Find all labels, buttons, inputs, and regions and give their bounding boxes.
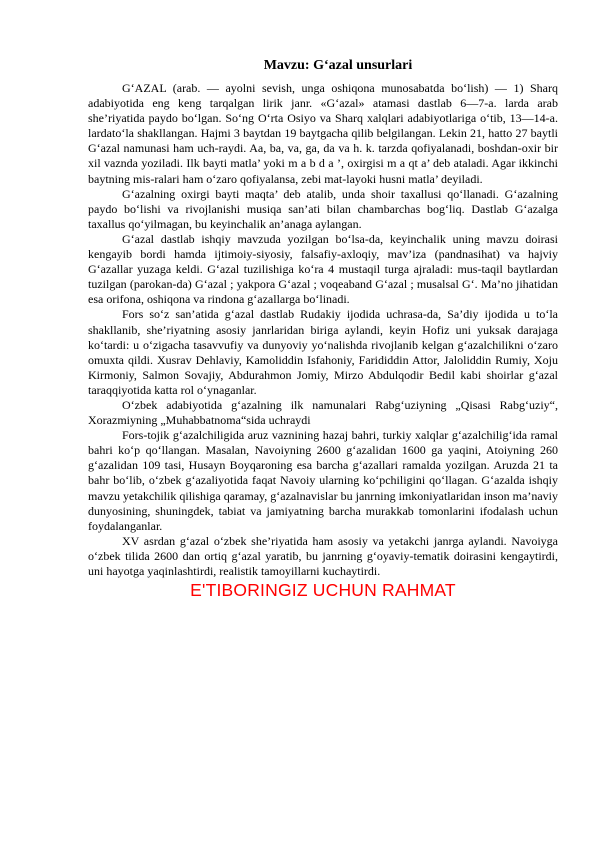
- page-title: Mavzu: G‘azal unsurlari: [263, 58, 413, 73]
- paragraph-themes: G‘azal dastlab ishqiy mavzuda yozilgan bo‘lsa-da, keyinchalik uning mavzu doirasi kengayib bordi hamda ijtimoiy-siyosiy, falsafiy-axloqiy, mav’iza (pandnasihat) va hajviy G‘azallar yuzaga keldi. G‘azal tuzilishiga ko‘ra 4 mustaqil turga ajraladi: mus-taqil baytlardan tuzilgan (parokan-da) G‘azal ; yakpora G‘azal ; voqeaband G‘azal ; musalsal G‘. Ma’no jihatidan esa orifona, oshiqona va rindona g‘azallarga bo‘linadi.: [88, 231, 558, 307]
- paragraph-definition: G‘AZAL (arab. — ayolni sevish, unga oshiqona munosabatda bo‘lish) — 1) Sharq adabiyotida eng keng tarqalgan lirik janr. «G‘azal» atamasi dastlab 6—7-a. larda arab she’riyatida paydo bo‘lgan. So‘ng O‘rta Osiyo va Sharq xalqlari adabiyotlariga o‘tib, 13—14-a. lardato‘la shakllangan. Hajmi 3 baytdan 19 baytgacha qilib belgilangan. Lekin 21, hatto 27 baytli G‘azal namunasi ham uch-raydi. Aa, ba, va, ga, da va h. k. tarzda qofiyalanadi, boshdan-oxir bir xil vaznda yoziladi. Ilk bayti matla’ yoki m a b d a ’, oxirgisi m a qt a’ deb ataladi. Agar ikkinchi baytning mis-ralari ham o‘zaro qofiyalansa, zebi mat-layoki husni matla’ deyiladi.: [88, 81, 558, 186]
- closing-thanks: E'TIBORINGIZ UCHUN RAHMAT: [190, 580, 456, 601]
- paragraph-aruz-meter: Fors-tojik g‘azalchiligida aruz vaznining hazaj bahri, turkiy xalqlar g‘azalchilig‘ida ramal bahri ko‘p qo‘llangan. Masalan, Navoiyning 2600 g‘azalidan 1600 ga yaqini, Atoiyning 260 g‘azalidan 109 tasi, Husayn Boyqaroning esa barcha g‘azallari ramalda yozilgan. Aruzda 21 ta bahr bo‘lib, o‘zbek g‘azaliyotida faqat Navoiy ularning ko‘pchiligini qo‘llagan. G‘azalda ishqiy mavzu yetakchilik qilishiga qaramay, g‘azalnavislar bu janrning imkoniyatlaridan inson ma’naviy dunyosining, shuningdek, tabiat va jamiyatning barcha murakkab tomonlarini ifodalash uchun foydalanganlar.: [88, 428, 558, 533]
- paragraph-persian-ghazal: Fors so‘z san’atida g‘azal dastlab Rudakiy ijodida uchrasa-da, Sa’diy ijodida u to‘la shakllanib, she’riyatning asosiy janrlaridan biriga aylandi, keyin Hofiz uni yuksak darajaga ko‘tardi: u o‘zigacha tasavvufiy va dunyoviy yo‘nalishda rivojlanib kelgan g‘azalchilikni o‘zaro omuxta qildi. Xusrav Dehlaviy, Kamoliddin Isfahoniy, Farididdin Attor, Jaloliddin Rumiy, Xoju Kirmoniy, Salmon Sovajiy, Abdurahmon Jomiy, Mirzo Abdulqodir Bedil kabi shoirlar g‘azal taraqqiyotida katta rol o‘ynaganlar.: [88, 307, 558, 397]
- paragraph-maqta: G‘azalning oxirgi bayti maqta’ deb atalib, unda shoir taxallusi qo‘llanadi. G‘azalning paydo bo‘lishi va rivojlanishi musiqa san’ati bilan chambarchas bog‘liq. Dastlab G‘azalga taxallus qo‘yilmagan, bu keyinchalik an’anaga aylangan.: [88, 186, 558, 231]
- paragraph-xv-century: XV asrdan g‘azal o‘zbek she’riyatida ham asosiy va yetakchi janrga aylandi. Navoiyga o‘zbek tilida 2600 dan ortiq g‘azal yaratib, bu janrning g‘oyaviy-tematik doirasini kengaytirdi, uni hayotga yaqinlashtirdi, realistik tamoyillarni kuchaytirdi.: [88, 533, 558, 578]
- paragraph-uzbek-origins: O‘zbek adabiyotida g‘azalning ilk namunalari Rabg‘uziyning „Qisasi Rabg‘uziy“, Xorazmiyning „Muhabbatnoma“sida uchraydi: [88, 397, 558, 428]
